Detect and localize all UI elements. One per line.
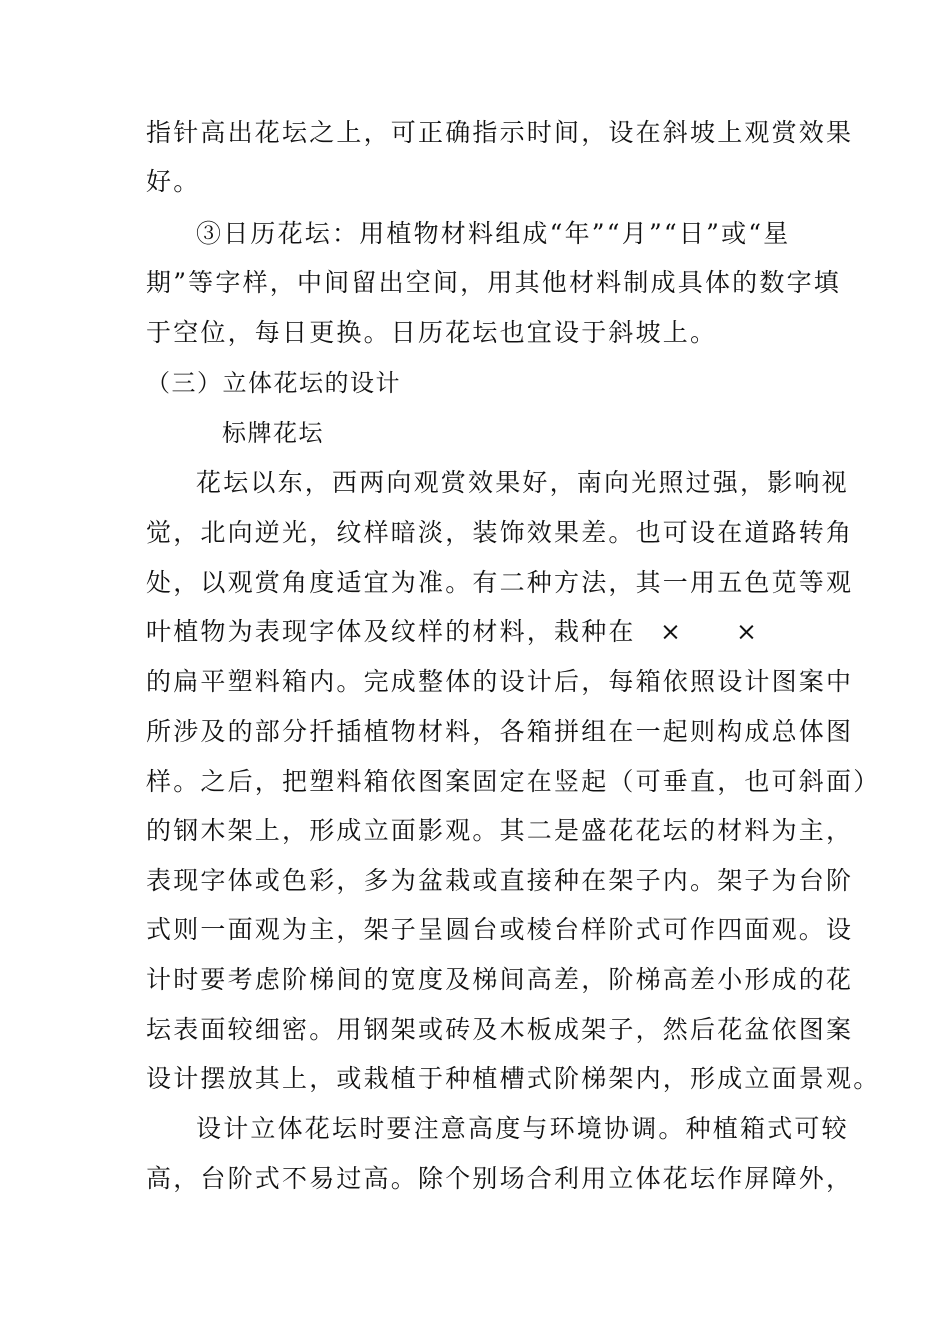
dimension-line [0,617,950,647]
paragraph-line: 样。之后，把塑料箱依图案固定在竖起（可垂直，也可斜面） [146,767,881,796]
section-heading: （三）立体花坛的设计 [146,369,401,397]
paragraph-line: 设计摆放其上，或栽植于种植槽式阶梯架内，形成立面景观。 [146,1064,881,1093]
paragraph-line: 式则一面观为主，架子呈圆台或棱台样阶式可作四面观。设 [146,915,854,944]
paragraph-line: 好。 [146,167,201,196]
paragraph-line: 设计立体花坛时要注意高度与环境协调。种植箱式可较 [196,1114,849,1143]
paragraph-line: 叶植物为表现字体及纹样的材料，栽种在 [146,617,636,646]
paragraph-line: 的钢木架上，形成立面影观。其二是盛花花坛的材料为主， [146,816,854,845]
paragraph-line: 表现字体或色彩，多为盆栽或直接种在架子内。架子为台阶 [146,866,854,895]
paragraph-line: 所涉及的部分扦插植物材料，各箱拼组在一起则构成总体图 [146,717,854,746]
paragraph-line: 指针高出花坛之上，可正确指示时间，设在斜坡上观赏效果 [146,118,854,147]
paragraph-line: 花坛以东，西两向观赏效果好，南向光照过强，影响视 [196,468,849,497]
paragraph-line: 高，台阶式不易过高。除个别场合利用立体花坛作屏障外， [146,1164,854,1193]
times-sign: × [736,617,760,646]
subsection-heading: 标牌花坛 [222,419,324,447]
paragraph-line: 处，以观赏角度适宜为准。有二种方法，其一用五色苋等观 [146,568,854,597]
paragraph-line: ③日历花坛：用植物材料组成“年”“月”“日”或“星 [196,219,791,248]
paragraph-line: 的扁平塑料箱内。完成整体的设计后，每箱依照设计图案中 [146,667,854,696]
paragraph-line: 于空位，每日更换。日历花坛也宜设于斜坡上。 [146,318,718,347]
paragraph-line: 期”等字样，中间留出空间，用其他材料制成具体的数字填 [146,268,841,297]
times-sign: × [660,617,684,646]
paragraph-line: 觉，北向逆光，纹样暗淡，装饰效果差。也可设在道路转角 [146,518,854,547]
paragraph-line: 坛表面较细密。用钢架或砖及木板成架子，然后花盆依图案 [146,1015,854,1044]
paragraph-line: 计时要考虑阶梯间的宽度及梯间高差，阶梯高差小形成的花 [146,965,854,994]
